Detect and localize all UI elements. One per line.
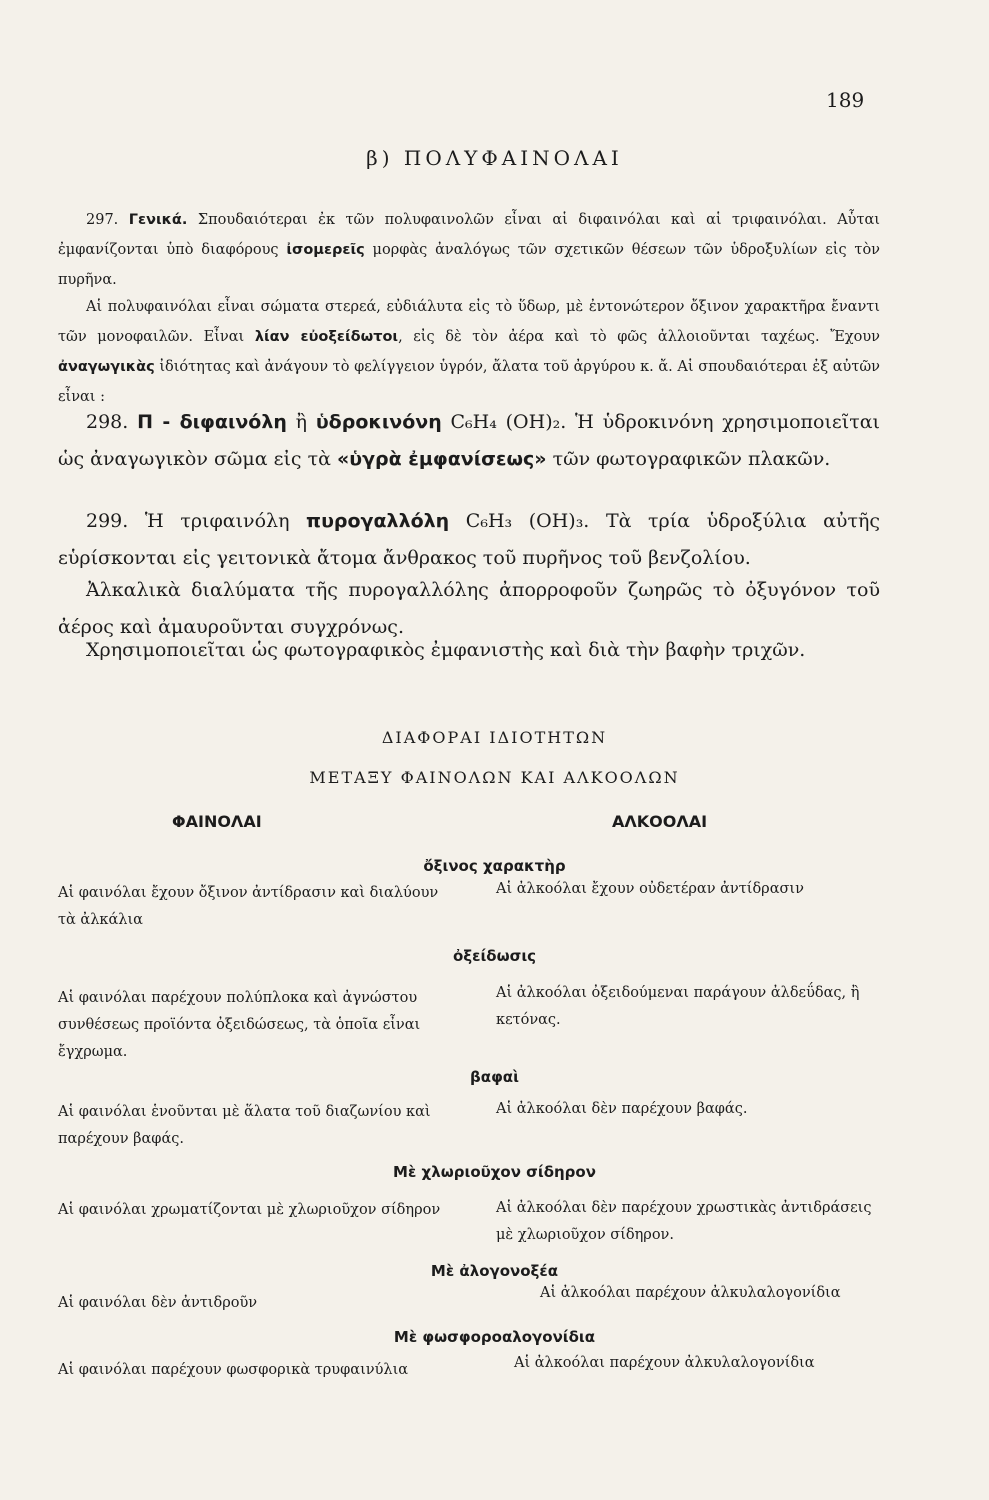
text-run: μορφὰς ἀναλόγως τῶν σχετικῶν θέσεων τῶν ὑδροξυλίων εἰς τὸν πυρῆνα. [58,242,880,288]
paragraph-number: 299. [86,510,129,532]
bold-term: ἀναγωγικὰς [58,359,155,375]
paragraph-297 [58,205,880,295]
alcohols-cell: Αἱ ἀλκοόλαι ἔχουν οὐδετέραν ἀντίδρασιν [496,881,804,897]
alcohols-cell: Αἱ ἀλκοόλαι παρέχουν ἀλκυλαλογονίδια [514,1355,815,1371]
alcohols-cell: Αἱ ἀλκοόλαι δὲν παρέχουν χρωστικὰς ἀντιδράσεις μὲ χλωριοῦχον σίδηρον. [496,1200,872,1243]
comparison-title-line1: ΔΙΑΦΟΡΑΙ ΙΔΙΟΤΗΤΩΝ [381,728,608,747]
text-run: Σπουδαιότεραι ἐκ τῶν πολυφαινολῶν εἶναι αἱ διφαινόλαι καὶ αἱ τριφαινόλαι. Αὗται ἐμφανίζονται ὑπὸ διαφόρους [58,212,880,258]
phenols-cell: Αἱ φαινόλαι ἔχουν ὄξινον ἀντίδρασιν καὶ διαλύουν τὰ ἀλκάλια [58,885,439,928]
phenols-cell: Αἱ φαινόλαι παρέχουν πολύπλοκα καὶ ἀγνώστου συνθέσεως προϊόντα ὀξειδώσεως, τὰ ὁποῖα εἶναι ἔγχρωμα. [58,990,421,1060]
paragraph-label: Γενικά. [128,212,188,228]
property-title: ὄξινος χαρακτὴρ [423,857,566,875]
phenols-column-header: ΦΑΙΝΟΛΑΙ [172,812,262,831]
text-run: Ἡ ὑδροκινόνη χρησιμοποιεῖται ὡς ἀναγωγικὸν σῶμα εἰς τὰ [58,411,881,470]
text-run: Χρησιμοποιεῖται ὡς φωτογραφικὸς ἐμφανιστὴς καὶ διὰ τὴν βαφὴν τριχῶν. [86,639,806,661]
paragraph-number: 298. [86,411,129,433]
chemical-formula: C₆H₄ (OH)₂. [441,411,567,433]
bold-term: «ὑγρὰ ἐμφανίσεως» [336,448,547,470]
paragraph-properties [58,292,880,412]
property-title: βαφαὶ [470,1068,519,1086]
text-run: Ἀλκαλικὰ διαλύματα τῆς πυρογαλλόλης ἀπορροφοῦν ζωηρῶς τὸ ὀξυγόνον τοῦ ἀέρος καὶ ἀμαυροῦνται συγχρόνως. [58,579,880,638]
text-run: Τὰ τρία ὑδροξύλια αὐτῆς εὑρίσκονται εἰς γειτονικὰ ἄτομα ἄνθρακος τοῦ πυρῆνος τοῦ βενζολίου. [58,510,881,569]
paragraph-uses [58,632,880,669]
bold-term: ἰσομερεῖς [286,242,365,258]
text-run: ἢ [286,411,316,433]
comparison-title-line2: ΜΕΤΑΞΥ ΦΑΙΝΟΛΩΝ ΚΑΙ ΑΛΚΟΟΛΩΝ [309,768,680,787]
text-run: Ἡ τριφαινόλη [128,510,307,532]
phenols-cell: Αἱ φαινόλαι χρωματίζονται μὲ χλωριοῦχον σίδηρον [58,1202,441,1218]
alcohols-column-header: ΑΛΚΟΟΛΑΙ [612,812,708,831]
paragraph-298 [58,404,880,478]
phenols-cell: Αἱ φαινόλαι παρέχουν φωσφορικὰ τρυφαινύλια [58,1362,409,1378]
property-title: Μὲ ἀλογονοξέα [430,1262,559,1280]
text-run: Αἱ πολυφαινόλαι εἶναι σώματα στερεά, εὐδιάλυτα εἰς τὸ ὕδωρ, μὲ ἐντονώτερον ὄξινον χαρακτῆρα ἔναντι τῶν μονοφαιλῶν. Εἶναι [58,299,880,345]
text-run: τῶν φωτογραφικῶν πλακῶν. [546,448,831,470]
page-number: 189 [826,88,865,112]
property-title: Μὲ φωσφοροαλογονίδια [393,1328,596,1346]
alcohols-cell: Αἱ ἀλκοόλαι δὲν παρέχουν βαφάς. [496,1101,748,1117]
paragraph-299 [58,503,880,577]
phenols-cell: Αἱ φαινόλαι δὲν ἀντιδροῦν [58,1295,258,1311]
text-run: ἰδιότητας καὶ ἀνάγουν τὸ φελίγγειον ὑγρόν, ἄλατα τοῦ ἀργύρου κ. ἄ. Αἱ σπουδαιότεραι ἐξ αὐτῶν εἶναι : [58,359,880,405]
text-run: , εἰς δὲ τὸν ἀέρα καὶ τὸ φῶς ἀλλοιοῦνται ταχέως. Ἔχουν [398,329,880,345]
bold-term: Π - διφαινόλη [137,411,287,433]
property-title: Μὲ χλωριοῦχον σίδηρον [393,1163,596,1181]
property-title: ὀξείδωσις [452,947,537,965]
alcohols-cell: Αἱ ἀλκοόλαι ὀξειδούμεναι παράγουν ἀλδεΰδας, ἢ κετόνας. [496,985,860,1028]
alcohols-cell: Αἱ ἀλκοόλαι παρέχουν ἀλκυλαλογονίδια [540,1285,841,1301]
bold-term: λίαν εὐοξείδωτοι [254,329,399,345]
phenols-cell: Αἱ φαινόλαι ἑνοῦνται μὲ ἅλατα τοῦ διαζωνίου καὶ παρέχουν βαφάς. [58,1104,431,1147]
bold-term: πυρογαλλόλη [306,510,450,532]
section-title: β) ΠΟΛΥΦΑΙΝΟΛΑΙ [366,146,623,170]
bold-term: ὑδροκινόνη [315,411,442,433]
chemical-formula: C₆H₃ (OH)₃. [449,510,590,532]
paragraph-number: 297. [86,212,119,228]
